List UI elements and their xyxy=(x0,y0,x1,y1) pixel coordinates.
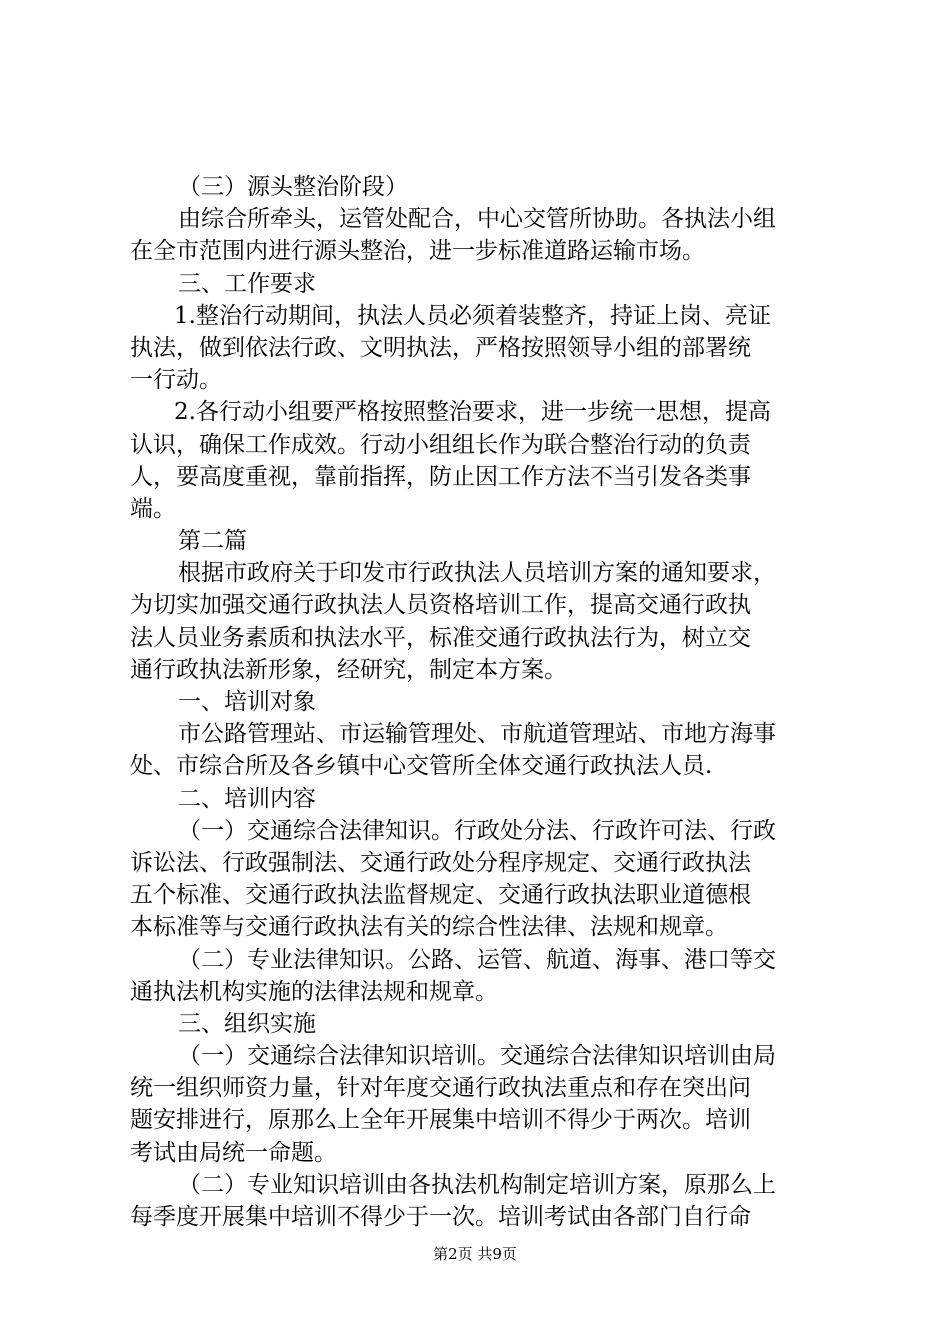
list-item-line: 1.整治行动期间，执法人员必须着装整齐，持证上岗、亮证 xyxy=(174,302,771,329)
page-footer: 第2页 共9页 xyxy=(433,1245,517,1263)
list-item-line: 2.各行动小组要严格按照整治要求，进一步统一思想，提高 xyxy=(174,399,771,426)
paragraph-line: 每季度开展集中培训不得少于一次。培训考试由各部门自行命 xyxy=(130,1204,751,1230)
paragraph-line: 端。 xyxy=(130,495,176,522)
paragraph-line: 认识，确保工作成效。行动小组组长作为联合整治行动的负责 xyxy=(130,431,751,458)
section-heading: 三、工作要求 xyxy=(178,270,316,297)
paragraph-line: 通执法机构实施的法律法规和规章。 xyxy=(130,978,498,1005)
section-heading: （三）源头整治阶段） xyxy=(178,174,408,200)
part-heading: 第二篇 xyxy=(178,528,247,555)
paragraph-line: 统一组织师资力量，针对年度交通行政执法重点和存在突出问 xyxy=(130,1075,751,1102)
paragraph-line: 在全市范围内进行源头整治，进一步标准道路运输市场。 xyxy=(130,238,705,265)
paragraph-line: 诉讼法、行政强制法、交通行政处分程序规定、交通行政执法 xyxy=(130,849,751,876)
paragraph-line: 法人员业务素质和执法水平，标准交通行政执法行为，树立交 xyxy=(130,624,751,651)
paragraph-line: 由综合所牵头，运管处配合，中心交管所协助。各执法小组 xyxy=(178,206,776,233)
paragraph-line: （一）交通综合法律知识培训。交通综合法律知识培训由局 xyxy=(178,1043,776,1070)
paragraph-line: 根据市政府关于印发市行政执法人员培训方案的通知要求， xyxy=(178,560,776,587)
paragraph-line: 本标准等与交通行政执法有关的综合性法律、法规和规章。 xyxy=(130,914,728,941)
section-heading: 三、组织实施 xyxy=(178,1010,316,1037)
paragraph-line: 通行政执法新形象，经研究，制定本方案。 xyxy=(130,656,567,683)
paragraph-line: 题安排进行，原那么上全年开展集中培训不得少于两次。培训 xyxy=(130,1107,751,1134)
paragraph-line: （二）专业知识培训由各执法机构制定培训方案，原那么上 xyxy=(178,1171,776,1198)
section-heading: 二、培训内容 xyxy=(178,785,316,812)
document-body xyxy=(130,171,830,1233)
paragraph-line: 考试由局统一命题。 xyxy=(130,1139,337,1166)
paragraph-line: 执法，做到依法行政、文明执法，严格按照领导小组的部署统 xyxy=(130,334,751,361)
paragraph-line: 处、市综合所及各乡镇中心交管所全体交通行政执法人员. xyxy=(130,753,713,780)
paragraph-line: 市公路管理站、市运输管理处、市航道管理站、市地方海事 xyxy=(178,721,776,748)
paragraph-line: 五个标准、交通行政执法监督规定、交通行政执法职业道德根 xyxy=(130,882,751,909)
paragraph-line: 为切实加强交通行政执法人员资格培训工作，提高交通行政执 xyxy=(130,592,751,619)
paragraph-line: （一）交通综合法律知识。行政处分法、行政许可法、行政 xyxy=(178,817,776,844)
paragraph-line: （二）专业法律知识。公路、运管、航道、海事、港口等交 xyxy=(178,946,776,973)
paragraph-line: 一行动。 xyxy=(130,367,222,394)
paragraph-line: 人，要高度重视，靠前指挥，防止因工作方法不当引发各类事 xyxy=(130,463,751,490)
section-heading: 一、培训对象 xyxy=(178,689,316,715)
